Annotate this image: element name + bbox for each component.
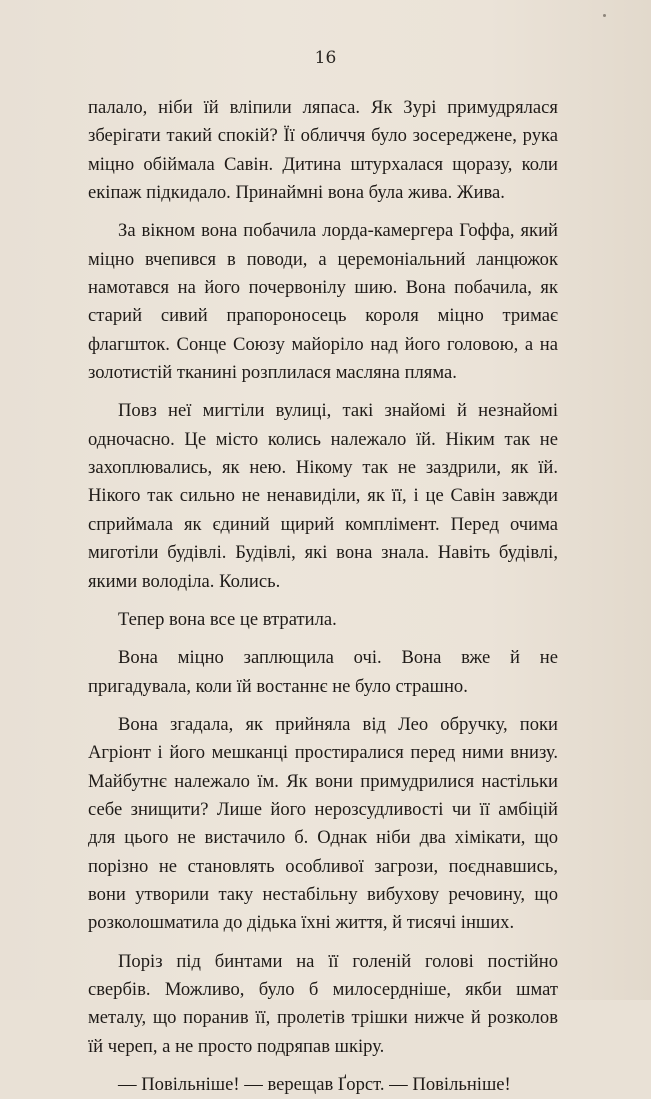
paragraph-7: Поріз під бинтами на її голеній голові постійно свербів. Можливо, було б милосердніше, якби шмат металу, що поранив її, пролетів трішки нижче й розколов їй череп, а не просто подряпав шкіру. bbox=[88, 950, 558, 1057]
paragraph-8: — Повільніше! — верещав Ґорст. — Повільніше! bbox=[118, 1074, 511, 1095]
paragraph-2: За вікном вона побачила лорда-камергера Гоффа, який міцно вчепився в поводи, а церемоніальний ланцюжок намотався на його почервонілу шию. Вона побачила, як старий сивий прапороносець короля міцно тримає флагшток. Сонце Союзу майоріло над його головою, а на золотистій тканині розплилася масляна пляма. bbox=[88, 220, 558, 384]
paragraph-4: Тепер вона все це втратила. bbox=[118, 608, 337, 630]
body-text bbox=[88, 94, 558, 1099]
page-number: 16 bbox=[314, 48, 337, 68]
paragraph-5: Вона міцно заплющила очі. Вона вже й не пригадувала, коли їй востаннє не було страшно. bbox=[88, 647, 558, 697]
paragraph-6: Вона згадала, як прийняла від Лео обручку, поки Агріонт і його мешканці простиралися перед ними внизу. Майбутнє належало їм. Як вони примудрилися настільки себе знищити? Лише його нерозсудливості чи її амбіцій для цього не вистачило б. Однак ніби два хімікати, що порізно не становлять особливої загрози, поєднавшись, вони утворили таку нестабільну вибухову речовину, що розколошматила до дідька їхні життя, й тисячі інших. bbox=[88, 713, 558, 934]
paragraph-1: палало, ніби їй вліпили ляпаса. Як Зурі примудрялася зберігати такий спокій? Її обличчя було зосереджене, рука міцно обіймала Савін. Дитина штурхалася щоразу, коли екіпаж підкидало. Принаймні вона була жива. Жива. bbox=[88, 97, 558, 204]
paragraph-3: Повз неї мигтіли вулиці, такі знайомі й незнайомі одночасно. Це місто колись належало їй. Ніким так не захоплювались, як нею. Нікому так не заздрили, як їй. Нікого так сильно не ненавиділи, як її, і це Савін завжди сприймала як єдиний щирий комплімент. Перед очима миготіли будівлі. Будівлі, які вона знала. Навіть будівлі, якими володіла. Колись. bbox=[88, 400, 558, 592]
paper-speck bbox=[603, 14, 606, 17]
